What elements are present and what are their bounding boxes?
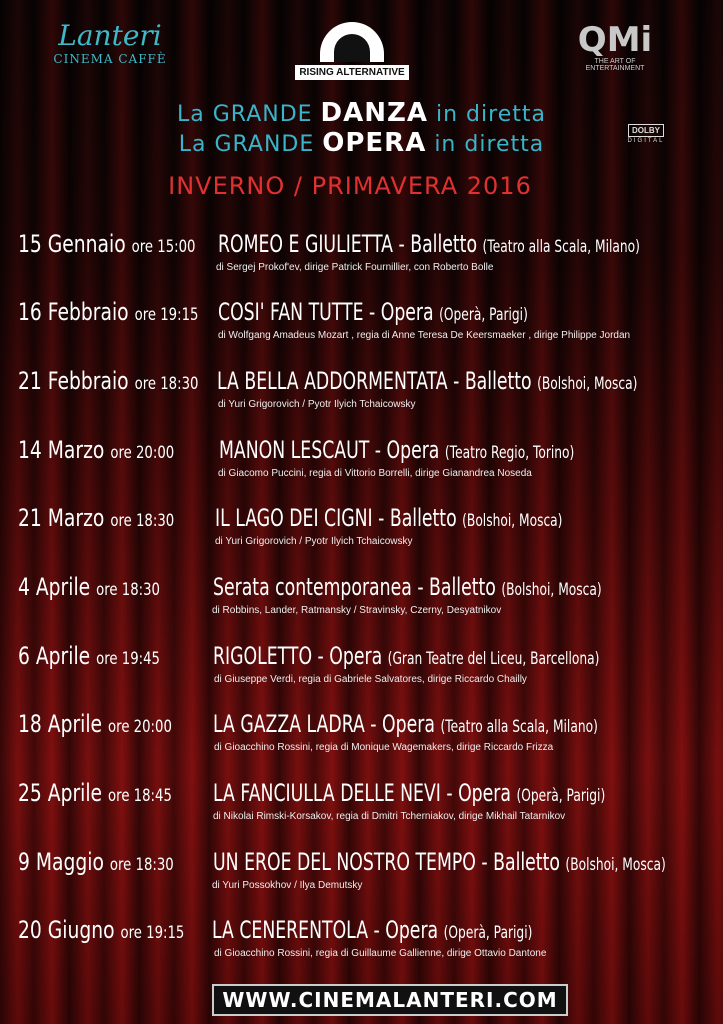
event-credits: di Robbins, Lander, Ratmansky / Stravinsky, Czerny, Desyatnikov [212,605,502,616]
event-date: 14 Marzo ore 20:00 [18,436,175,464]
event-item [0,848,723,908]
lanteri-logo-title: Lanteri [58,19,162,52]
rising-alternative-logo [291,22,413,80]
event-date: 21 Marzo ore 18:30 [18,504,175,532]
event-item [0,916,723,976]
event-credits: di Yuri Grigorovich / Pyotr Ilyich Tchaicowsky [215,536,413,547]
event-date: 25 Aprile ore 18:45 [18,779,172,807]
event-title: LA BELLA ADDORMENTATA - Balletto (Bolshoi, Mosca) [217,367,638,395]
heading-opera-pre: La GRANDE [178,132,315,157]
season-title: INVERNO / PRIMAVERA 2016 [168,172,532,200]
event-title: MANON LESCAUT - Opera (Teatro Regio, Torino) [219,436,575,464]
event-title: LA CENERENTOLA - Opera (Operà, Parigi) [212,916,533,944]
event-title: Serata contemporanea - Balletto (Bolshoi, Mosca) [213,573,602,601]
event-credits: di Sergej Prokof'ev, dirige Patrick Fournillier, con Roberto Bolle [216,262,494,273]
event-title: RIGOLETTO - Opera (Gran Teatre del Liceu, Barcellona) [213,642,600,670]
lanteri-logo-subtitle: CINEMA CAFFÈ [53,52,167,66]
event-item [0,779,723,839]
event-credits: di Giuseppe Verdi, regia di Gabriele Salvatores, dirige Riccardo Chailly [214,674,527,685]
lanteri-logo [50,19,170,80]
event-item [0,573,723,633]
event-date: 4 Aprile ore 18:30 [18,573,160,601]
event-date: 20 Giugno ore 19:15 [18,916,185,944]
event-item [0,710,723,770]
event-date: 18 Aprile ore 20:00 [18,710,172,738]
event-title: LA FANCIULLA DELLE NEVI - Opera (Operà, Parigi) [213,779,606,807]
heading-opera [0,128,723,158]
event-date: 16 Febbraio ore 19:15 [18,298,199,326]
event-credits: di Gioacchino Rossini, regia di Guillaume Gallienne, dirige Ottavio Dantone [214,948,547,959]
heading-danza [0,98,723,128]
event-item [0,436,723,496]
event-date: 21 Febbraio ore 18:30 [18,367,199,395]
event-date: 6 Aprile ore 19:45 [18,642,160,670]
event-title: UN EROE DEL NOSTRO TEMPO - Balletto (Bolshoi, Mosca) [213,848,666,876]
event-date: 15 Gennaio ore 15:00 [18,230,196,258]
event-credits: di Gioacchino Rossini, regia di Monique Wagemakers, dirige Riccardo Frizza [214,742,554,753]
website-link[interactable]: WWW.CINEMALANTERI.COM [212,984,568,1016]
dolby-icon: DOLBY [628,124,664,137]
event-credits: di Yuri Grigorovich / Pyotr Ilyich Tchaicowsky [218,399,416,410]
event-item [0,504,723,564]
event-date: 9 Maggio ore 18:30 [18,848,174,876]
qmi-tagline: THE ART OF ENTERTAINMENT [585,58,645,72]
rising-arch-icon [320,22,384,62]
event-credits: di Giacomo Puccini, regia di Vittorio Borrelli, dirige Gianandrea Noseda [218,468,532,479]
rising-alternative-label: RISING ALTERNATIVE [295,65,408,80]
heading-danza-pre: La GRANDE [177,102,313,127]
event-title: LA GAZZA LADRA - Opera (Teatro alla Scala, Milano) [213,710,598,738]
event-title: IL LAGO DEI CIGNI - Balletto (Bolshoi, Mosca) [215,504,563,532]
event-credits: di Yuri Possokhov / Ilya Demutsky [212,880,363,891]
heading-danza-post: in diretta [436,102,546,127]
dolby-sub: DIGITAL [627,138,665,144]
event-title: ROMEO E GIULIETTA - Balletto (Teatro alla Scala, Milano) [218,230,640,258]
event-title: COSI' FAN TUTTE - Opera (Operà, Parigi) [218,298,528,326]
heading-danza-big: DANZA [320,98,428,128]
event-item [0,642,723,702]
event-credits: di Wolfgang Amadeus Mozart , regia di Anne Teresa De Keersmaeker , dirige Philippe Jordan [218,330,631,341]
event-credits: di Nikolai Rimski-Korsakov, regia di Dmitri Tcherniakov, dirige Mikhail Tatarnikov [213,811,566,822]
heading-opera-big: OPERA [322,128,427,158]
qmi-logo-mark: QMi [577,20,653,60]
event-item [0,230,723,290]
heading-opera-post: in diretta [434,132,545,157]
qmi-logo [570,22,660,78]
event-item [0,367,723,427]
event-item [0,298,723,358]
